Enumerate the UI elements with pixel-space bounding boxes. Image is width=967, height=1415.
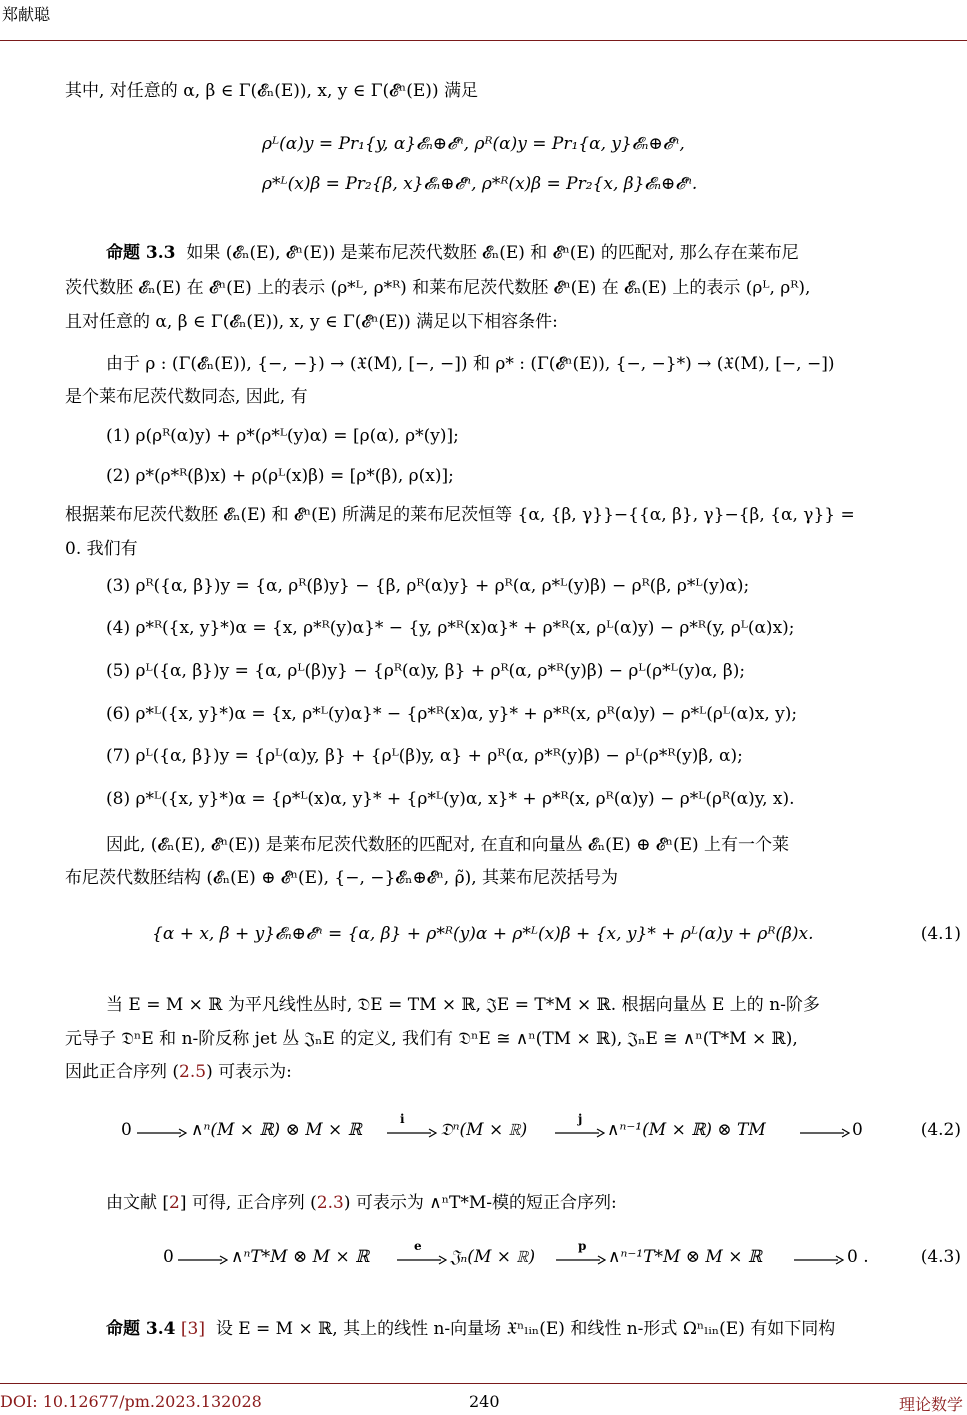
seq42-arrow-2: [387, 1128, 437, 1138]
therefore-line-2: 布尼茨代数胚结构 (𝓔ₙ(E) ⊕ 𝓔ⁿ(E), {−, −}𝓔ₙ⊕𝓔ⁿ, ρ̃), 其莱布尼茨括号为: [65, 868, 619, 888]
equation-number-4-1: (4.1): [920, 924, 961, 944]
seq43-term-2: 𝔍ₙ(M × ℝ): [450, 1247, 536, 1267]
seq43-arrow-2: [397, 1255, 447, 1265]
seq43-label-e: e: [414, 1239, 422, 1253]
identity-line-1: 根据莱布尼茨代数胚 𝓔ₙ(E) 和 𝓔ⁿ(E) 所满足的莱布尼茨恒等 {α, {β, γ}}−{{α, β}, γ}−{β, {α, γ}} =: [65, 505, 855, 525]
since-line-2: 是个莱布尼茨代数同态, 因此, 有: [65, 387, 308, 407]
equation-ref-2-5[interactable]: 2.5: [179, 1062, 207, 1082]
seq42-term-2: 𝔇ⁿ(M × ℝ): [440, 1120, 528, 1140]
seq42-arrow-4: [800, 1128, 850, 1138]
reference-line-mid: ] 可得, 正合序列 (: [179, 1193, 317, 1213]
header-author: 郑献聪: [2, 5, 51, 24]
proposition-3-3-line3: 且对任意的 α, β ∈ Γ(𝓔ₙ(E)), x, y ∈ Γ(𝓔ⁿ(E)) 满足以下相容条件:: [65, 312, 558, 332]
footer-journal: 理论数学: [898, 1395, 963, 1414]
equation-ref-2-3[interactable]: 2.3: [316, 1193, 344, 1213]
seq42-term-1: ∧ⁿ(M × ℝ) ⊗ M × ℝ: [191, 1120, 362, 1140]
when-line-3: [65, 1057, 292, 1082]
seq43-term-0: 0: [163, 1247, 174, 1267]
seq43-term-4: 0 .: [847, 1247, 869, 1267]
condition-8: (8) ρ*ᴸ({x, y}*)α = {ρ*ᴸ(x)α, y}* + {ρ*ᴸ(y)α, x}* + ρ*ᴿ(x, ρᴿ(α)y) − ρ*ᴸ(ρᴿ(α)y, x).: [106, 789, 795, 809]
seq42-term-0: 0: [121, 1120, 132, 1140]
seq43-arrow-3: [556, 1255, 606, 1265]
seq43-label-p: p: [578, 1239, 587, 1253]
condition-1: (1) ρ(ρᴿ(α)y) + ρ*(ρ*ᴸ(y)α) = [ρ(α), ρ*(y)];: [106, 426, 459, 446]
seq42-label-i: i: [400, 1112, 405, 1126]
seq42-arrow-1: [137, 1128, 187, 1138]
when-line-1: 当 E = M × ℝ 为平凡线性丛时, 𝔇E = TM × ℝ, 𝔍E = T*M × ℝ. 根据向量丛 E 上的 n-阶多: [106, 995, 820, 1015]
footer-rule: [0, 1383, 967, 1384]
footer-doi[interactable]: DOI: 10.12677/pm.2023.132028: [0, 1392, 262, 1411]
seq42-term-3: ∧ⁿ⁻¹(M × ℝ) ⊗ TM: [607, 1120, 766, 1140]
condition-4: (4) ρ*ᴿ({x, y}*)α = {x, ρ*ᴿ(y)α}* − {y, ρ*ᴿ(x)α}* + ρ*ᴿ(x, ρᴸ(α)y) − ρ*ᴿ(y, ρᴸ(α)x);: [106, 618, 795, 638]
citation-3[interactable]: [3]: [180, 1319, 205, 1339]
seq43-term-3: ∧ⁿ⁻¹T*M ⊗ M × ℝ: [608, 1247, 763, 1267]
proposition-3-4-label: 命题 3.4: [106, 1319, 176, 1339]
header-rule: [0, 40, 967, 41]
proposition-label: 命题 3.3: [106, 243, 176, 263]
equation-number-4-2: (4.2): [920, 1120, 961, 1140]
when-line-2: 元导子 𝔇ⁿE 和 n-阶反称 jet 丛 𝔍ₙE 的定义, 我们有 𝔇ⁿE ≅ ∧ⁿ(TM × ℝ), 𝔍ₙE ≅ ∧ⁿ(T*M × ℝ),: [65, 1029, 798, 1049]
proposition-3-4-text: 设 E = M × ℝ, 其上的线性 n-向量场 𝔛ⁿₗᵢₙ(E) 和线性 n-形式 Ωⁿₗᵢₙ(E) 有如下同构: [215, 1319, 836, 1339]
condition-3: (3) ρᴿ({α, β})y = {α, ρᴿ(β)y} − {β, ρᴿ(α)y} + ρᴿ(α, ρ*ᴸ(y)β) − ρᴿ(β, ρ*ᴸ(y)α);: [106, 576, 750, 596]
equation-rho-2: ρ*ᴸ(x)β = Pr₂{β, x}𝓔ₙ⊕𝓔ⁿ, ρ*ᴿ(x)β = Pr₂{x, β}𝓔ₙ⊕𝓔ⁿ.: [262, 174, 698, 194]
proposition-3-3-line2: 茨代数胚 𝓔ₙ(E) 在 𝓔ⁿ(E) 上的表示 (ρ*ᴸ, ρ*ᴿ) 和莱布尼茨代数胚 𝓔ⁿ(E) 在 𝓔ₙ(E) 上的表示 (ρᴸ, ρᴿ),: [65, 278, 811, 298]
equation-4-1: {α + x, β + y}𝓔ₙ⊕𝓔ⁿ = {α, β} + ρ*ᴿ(y)α + ρ*ᴸ(x)β + {x, y}* + ρᴸ(α)y + ρᴿ(β)x.: [152, 924, 814, 944]
condition-5: (5) ρᴸ({α, β})y = {α, ρᴸ(β)y} − {ρᴿ(α)y, β} + ρᴿ(α, ρ*ᴿ(y)β) − ρᴸ(ρ*ᴸ(y)α, β);: [106, 661, 746, 681]
footer-page-number: 240: [469, 1392, 500, 1411]
identity-line-2: 0. 我们有: [65, 539, 138, 559]
condition-6: (6) ρ*ᴸ({x, y}*)α = {x, ρ*ᴸ(y)α}* − {ρ*ᴿ(x)α, y}* + ρ*ᴿ(x, ρᴿ(α)y) − ρ*ᴸ(ρᴸ(α)x, y);: [106, 704, 798, 724]
citation-2[interactable]: 2: [169, 1193, 180, 1213]
therefore-line-1: 因此, (𝓔ₙ(E), 𝓔ⁿ(E)) 是莱布尼茨代数胚的匹配对, 在直和向量丛 𝓔ₙ(E) ⊕ 𝓔ⁿ(E) 上有一个莱: [106, 835, 790, 855]
condition-2: (2) ρ*(ρ*ᴿ(β)x) + ρ(ρᴸ(x)β) = [ρ*(β), ρ(x)];: [106, 466, 454, 486]
intro-line: 其中, 对任意的 α, β ∈ Γ(𝓔ₙ(E)), x, y ∈ Γ(𝓔ⁿ(E)) 满足: [65, 81, 478, 101]
reference-line-text: 由文献 [: [106, 1193, 170, 1213]
equation-rho-1: ρᴸ(α)y = Pr₁{y, α}𝓔ₙ⊕𝓔ⁿ, ρᴿ(α)y = Pr₁{α, y}𝓔ₙ⊕𝓔ⁿ,: [262, 134, 685, 154]
seq43-arrow-1: [178, 1255, 228, 1265]
proposition-text: 如果 (𝓔ₙ(E), 𝓔ⁿ(E)) 是莱布尼茨代数胚 𝓔ₙ(E) 和 𝓔ⁿ(E) 的匹配对, 那么存在莱布尼: [186, 243, 799, 263]
seq42-label-j: j: [578, 1112, 583, 1126]
proposition-3-3: [106, 238, 799, 263]
reference-line: [106, 1188, 617, 1213]
seq42-arrow-3: [555, 1128, 605, 1138]
when-line-3-tail: ) 可表示为:: [206, 1062, 292, 1082]
reference-line-tail: ) 可表示为 ∧ⁿT*M-模的短正合序列:: [343, 1193, 617, 1213]
condition-7: (7) ρᴸ({α, β})y = {ρᴸ(α)y, β} + {ρᴸ(β)y, α} + ρᴿ(α, ρ*ᴿ(y)β) − ρᴸ(ρ*ᴿ(y)β, α);: [106, 746, 743, 766]
since-line-1: 由于 ρ : (Γ(𝓔ₙ(E)), {−, −}) → (𝔛(M), [−, −]) 和 ρ* : (Γ(𝓔ⁿ(E)), {−, −}*) → (𝔛(M), [−, −]): [106, 354, 835, 374]
seq42-term-4: 0: [852, 1120, 863, 1140]
seq43-term-1: ∧ⁿT*M ⊗ M × ℝ: [231, 1247, 370, 1267]
seq43-arrow-4: [794, 1255, 844, 1265]
equation-number-4-3: (4.3): [920, 1247, 961, 1267]
proposition-3-4: [106, 1314, 835, 1339]
when-line-3-text: 因此正合序列 (: [65, 1062, 180, 1082]
